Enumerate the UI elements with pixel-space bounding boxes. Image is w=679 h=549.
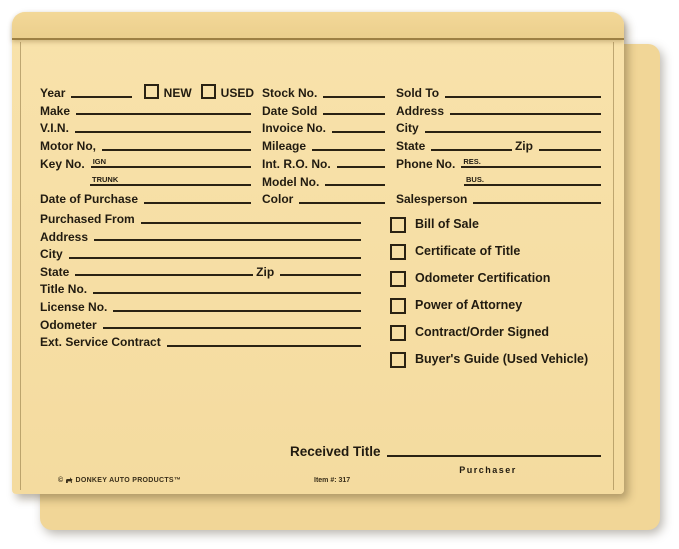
used-checkbox xyxy=(201,84,216,99)
seller-state-zip-field xyxy=(40,261,364,279)
item-number: Item #: 317 xyxy=(314,477,351,484)
phone-res-field xyxy=(396,153,604,171)
seller-city-field xyxy=(40,243,364,261)
received-title-field xyxy=(290,445,604,459)
write-in-line xyxy=(167,345,361,347)
purchaser-caption: Purchaser xyxy=(459,465,517,475)
used-label: USED xyxy=(220,86,254,101)
checklist-item xyxy=(390,271,588,287)
zip-label: Zip xyxy=(256,264,275,279)
checkbox-buyers-guide xyxy=(390,352,406,368)
purchased-from-label: Purchased From xyxy=(40,212,135,226)
write-in-line xyxy=(332,131,385,133)
motor-no-label: Motor No, xyxy=(40,139,96,154)
bus-sublabel: BUS. xyxy=(466,174,484,184)
stock-no-label: Stock No. xyxy=(262,86,318,101)
checkbox-power-of-attorney xyxy=(390,298,406,314)
date-sold-field xyxy=(262,100,396,118)
sold-to-field xyxy=(396,82,604,100)
write-in-line xyxy=(425,131,601,133)
checklist-label: Power of Attorney xyxy=(415,298,523,313)
address-label: Address xyxy=(40,229,89,244)
new-checkbox xyxy=(144,84,159,99)
make-label: Make xyxy=(40,103,71,118)
city-label: City xyxy=(40,247,63,262)
checklist-item xyxy=(390,217,588,233)
write-in-line xyxy=(431,149,512,151)
checklist-item xyxy=(390,244,588,260)
write-in-line xyxy=(94,239,361,241)
date-of-purchase-field xyxy=(40,188,262,206)
checklist-label: Odometer Certification xyxy=(415,271,551,286)
checkbox-bill-of-sale xyxy=(390,217,406,233)
document-checklist xyxy=(390,217,588,379)
brand-name: DONKEY AUTO PRODUCTS™ xyxy=(75,476,182,484)
right-seam-line xyxy=(613,42,614,490)
write-in-line xyxy=(91,158,251,169)
date-of-purchase-label: Date of Purchase xyxy=(40,192,139,207)
odometer-field xyxy=(40,314,364,332)
mileage-field xyxy=(262,135,396,153)
purchased-from-field xyxy=(40,208,364,226)
city-label: City xyxy=(396,121,419,136)
left-seam-line xyxy=(20,42,21,490)
trunk-sublabel: TRUNK xyxy=(92,174,119,184)
checkbox-certificate-of-title xyxy=(390,244,406,260)
write-in-line xyxy=(323,113,385,115)
vin-label: V.I.N. xyxy=(40,121,69,136)
write-in-line xyxy=(312,149,385,151)
salesperson-label: Salesperson xyxy=(396,192,468,207)
year-field xyxy=(40,82,262,100)
int-ro-no-field xyxy=(262,153,396,171)
write-in-line xyxy=(90,176,251,187)
checklist-item xyxy=(390,352,588,368)
write-in-line xyxy=(71,96,131,98)
buyer-city-field xyxy=(396,117,604,135)
checkbox-contract-order-signed xyxy=(390,325,406,341)
title-no-label: Title No. xyxy=(40,282,88,297)
write-in-line xyxy=(113,310,361,312)
ign-sublabel: IGN xyxy=(92,156,107,166)
color-label: Color xyxy=(262,192,294,207)
write-in-line xyxy=(280,274,361,276)
address-label: Address xyxy=(396,103,445,118)
write-in-line xyxy=(325,184,385,186)
sold-to-label: Sold To xyxy=(396,86,440,101)
checklist-label: Certificate of Title xyxy=(415,244,521,259)
stock-no-field xyxy=(262,82,396,100)
write-in-line xyxy=(75,131,251,133)
vehicle-info-grid xyxy=(40,82,604,206)
state-label: State xyxy=(40,264,70,279)
checklist-item xyxy=(390,298,588,314)
signature-line xyxy=(387,455,601,457)
state-label: State xyxy=(396,139,426,154)
salesperson-field xyxy=(396,188,604,206)
write-in-line xyxy=(539,149,601,151)
donkey-logo-icon xyxy=(65,476,73,484)
year-label: Year xyxy=(40,86,66,101)
write-in-line xyxy=(76,113,251,115)
received-title-label: Received Title xyxy=(290,444,381,459)
make-field xyxy=(40,100,262,118)
motor-no-field xyxy=(40,135,262,153)
invoice-no-label: Invoice No. xyxy=(262,121,327,136)
mileage-label: Mileage xyxy=(262,139,307,154)
write-in-line xyxy=(323,96,385,98)
key-no-label: Key No. xyxy=(40,156,85,171)
title-no-field xyxy=(40,278,364,296)
copyright-symbol: © xyxy=(58,476,64,484)
model-no-field xyxy=(262,170,396,188)
new-label: NEW xyxy=(163,86,192,101)
deal-envelope xyxy=(12,12,624,494)
write-in-line xyxy=(337,166,385,168)
model-no-label: Model No. xyxy=(262,174,320,189)
seller-address-field xyxy=(40,226,364,244)
purchase-info-fields xyxy=(40,208,364,349)
license-no-label: License No. xyxy=(40,299,108,314)
write-in-line xyxy=(464,176,601,187)
checkbox-odometer-certification xyxy=(390,271,406,287)
license-no-field xyxy=(40,296,364,314)
vin-field xyxy=(40,117,262,135)
zip-label: Zip xyxy=(514,139,533,154)
buyer-state-zip-field xyxy=(396,135,604,153)
write-in-line xyxy=(144,202,251,204)
write-in-line xyxy=(461,158,601,169)
write-in-line xyxy=(102,149,251,151)
phone-bus-field xyxy=(396,170,604,188)
write-in-line xyxy=(299,202,385,204)
write-in-line xyxy=(141,222,361,224)
checklist-label: Buyer's Guide (Used Vehicle) xyxy=(415,352,589,367)
write-in-line xyxy=(75,274,253,276)
checklist-item xyxy=(390,325,588,341)
write-in-line xyxy=(473,202,601,204)
buyer-address-field xyxy=(396,100,604,118)
ext-service-contract-field xyxy=(40,331,364,349)
checklist-label: Contract/Order Signed xyxy=(415,325,550,340)
invoice-no-field xyxy=(262,117,396,135)
envelope-flap xyxy=(12,12,624,40)
write-in-line xyxy=(69,257,361,259)
res-sublabel: RES. xyxy=(463,156,481,166)
date-sold-label: Date Sold xyxy=(262,103,318,118)
color-field xyxy=(262,188,396,206)
key-no-ign-field xyxy=(40,153,262,171)
write-in-line xyxy=(93,292,361,294)
brand-footer xyxy=(58,476,181,484)
write-in-line xyxy=(445,96,601,98)
phone-no-label: Phone No. xyxy=(396,156,456,171)
int-ro-no-label: Int. R.O. No. xyxy=(262,156,331,171)
write-in-line xyxy=(450,113,601,115)
ext-service-contract-label: Ext. Service Contract xyxy=(40,335,161,350)
write-in-line xyxy=(103,327,361,329)
odometer-label: Odometer xyxy=(40,317,97,332)
key-no-trunk-field xyxy=(40,170,262,188)
checklist-label: Bill of Sale xyxy=(415,217,479,232)
